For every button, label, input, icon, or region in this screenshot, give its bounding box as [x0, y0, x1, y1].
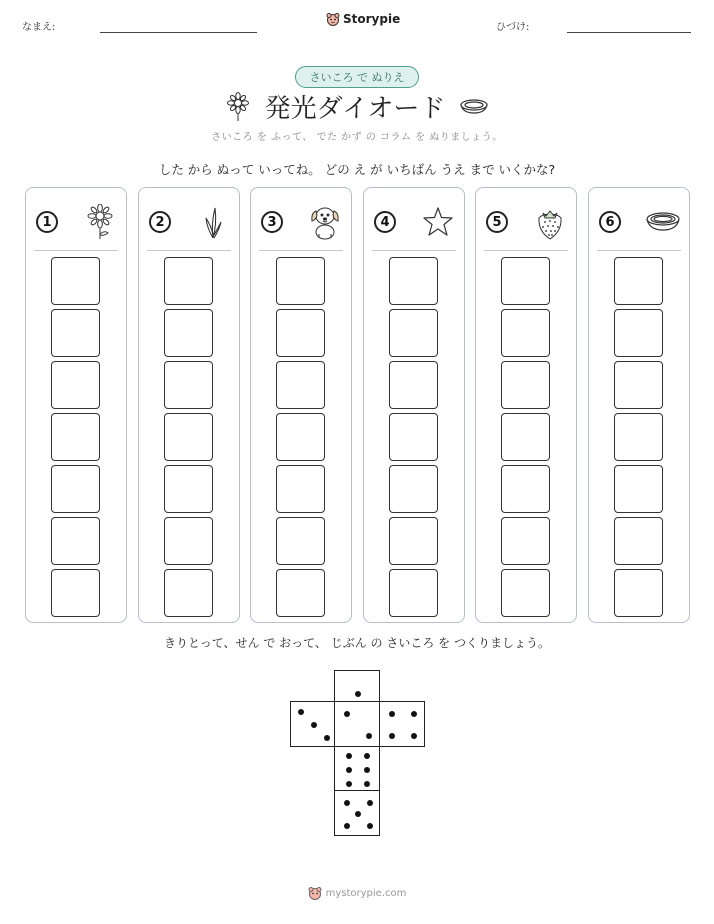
dice-pip	[364, 753, 370, 759]
coloring-cell	[164, 257, 213, 305]
storypie-mascot-icon	[308, 886, 322, 900]
coloring-cell	[276, 517, 325, 565]
date-line	[567, 32, 691, 33]
coloring-cell	[164, 309, 213, 357]
column-number: 6	[599, 211, 621, 233]
coloring-cell	[164, 465, 213, 513]
column-divider	[484, 250, 568, 251]
footer	[0, 886, 714, 900]
brand-logo	[326, 12, 400, 26]
name-label: なまえ:	[22, 22, 56, 33]
coloring-cell	[501, 309, 550, 357]
coloring-cell	[389, 465, 438, 513]
dice-pip	[355, 811, 361, 817]
dice-face-6	[334, 746, 380, 792]
coloring-cell	[51, 517, 100, 565]
dice-pip	[311, 722, 317, 728]
coloring-cell	[276, 569, 325, 617]
column-2	[138, 187, 240, 623]
dice-pip	[298, 709, 304, 715]
bowl-icon	[645, 204, 681, 240]
coloring-cell	[51, 257, 100, 305]
coloring-cell	[501, 465, 550, 513]
column-number: 5	[486, 211, 508, 233]
column-4	[363, 187, 465, 623]
instruction: した から ぬって いってね。 どの え が いちばん うえ まで いくかな?	[158, 162, 556, 177]
coloring-cell	[389, 569, 438, 617]
dice-pip	[367, 823, 373, 829]
column-1	[25, 187, 127, 623]
footer-url: mystorypie.com	[325, 887, 407, 899]
dice-pip	[355, 691, 361, 697]
strawberry-icon	[532, 204, 568, 240]
coloring-cell	[389, 517, 438, 565]
brand-name: Storypie	[343, 12, 401, 26]
title-row	[0, 88, 714, 125]
coloring-cell	[51, 361, 100, 409]
column-number: 4	[374, 211, 396, 233]
dice-pip	[389, 711, 395, 717]
dice-pip	[411, 711, 417, 717]
coloring-cell	[276, 413, 325, 461]
dice-pip	[366, 733, 372, 739]
dice-pip	[346, 781, 352, 787]
coloring-cell	[164, 517, 213, 565]
coloring-cell	[164, 361, 213, 409]
dice-pip	[364, 781, 370, 787]
coloring-cell	[276, 465, 325, 513]
column-divider	[372, 250, 456, 251]
coloring-cell	[389, 309, 438, 357]
page-title: 発光ダイオード	[264, 94, 446, 124]
dice-face-4	[379, 701, 425, 747]
flower-icon	[225, 92, 251, 122]
coloring-cell	[51, 465, 100, 513]
coloring-cell	[614, 361, 663, 409]
name-line	[100, 32, 257, 33]
dice-face-3	[290, 701, 336, 747]
column-number: 2	[149, 211, 171, 233]
column-3	[250, 187, 352, 623]
coloring-cell	[389, 361, 438, 409]
leaf-icon	[195, 204, 231, 240]
coloring-cell	[501, 569, 550, 617]
coloring-cell	[501, 361, 550, 409]
coloring-cell	[614, 309, 663, 357]
dice-pip	[411, 733, 417, 739]
coloring-cell	[501, 517, 550, 565]
coloring-cell	[276, 257, 325, 305]
flower-icon	[82, 204, 118, 240]
coloring-cell	[389, 257, 438, 305]
column-divider	[147, 250, 231, 251]
dice-pip	[367, 800, 373, 806]
pill-label: さいころ で ぬりえ	[295, 66, 419, 88]
column-6	[588, 187, 690, 623]
star-icon	[420, 204, 456, 240]
coloring-cell	[51, 569, 100, 617]
coloring-cell	[614, 569, 663, 617]
coloring-cell	[51, 413, 100, 461]
column-number: 1	[36, 211, 58, 233]
dice-pip	[344, 823, 350, 829]
coloring-cell	[276, 309, 325, 357]
dice-pip	[346, 767, 352, 773]
coloring-cell	[276, 361, 325, 409]
dice-pip	[389, 733, 395, 739]
puppy-icon	[307, 204, 343, 240]
coloring-cell	[614, 413, 663, 461]
dice-face-5	[334, 790, 380, 836]
dice-face-2	[334, 701, 380, 747]
dice-pip	[324, 735, 330, 741]
coloring-cell	[164, 413, 213, 461]
bowl-icon	[459, 97, 489, 117]
column-divider	[597, 250, 681, 251]
coloring-cell	[501, 413, 550, 461]
coloring-cell	[501, 257, 550, 305]
column-number: 3	[261, 211, 283, 233]
coloring-cell	[614, 517, 663, 565]
coloring-cell	[51, 309, 100, 357]
dice-pip	[364, 767, 370, 773]
column-divider	[34, 250, 118, 251]
dice-pip	[344, 711, 350, 717]
dice-pip	[344, 800, 350, 806]
column-divider	[259, 250, 343, 251]
storypie-mascot-icon	[326, 12, 340, 26]
coloring-cell	[164, 569, 213, 617]
date-label: ひづけ:	[496, 22, 530, 33]
dice-pip	[346, 753, 352, 759]
column-5	[475, 187, 577, 623]
coloring-cell	[614, 465, 663, 513]
coloring-cell	[389, 413, 438, 461]
cut-instruction: きりとって、せん で おって、 じぶん の さいころ を つくりましょう。	[164, 636, 550, 650]
subtitle: さいころ を ふって、 でた かず の コラム を ぬりましょう。	[211, 132, 503, 143]
coloring-cell	[614, 257, 663, 305]
